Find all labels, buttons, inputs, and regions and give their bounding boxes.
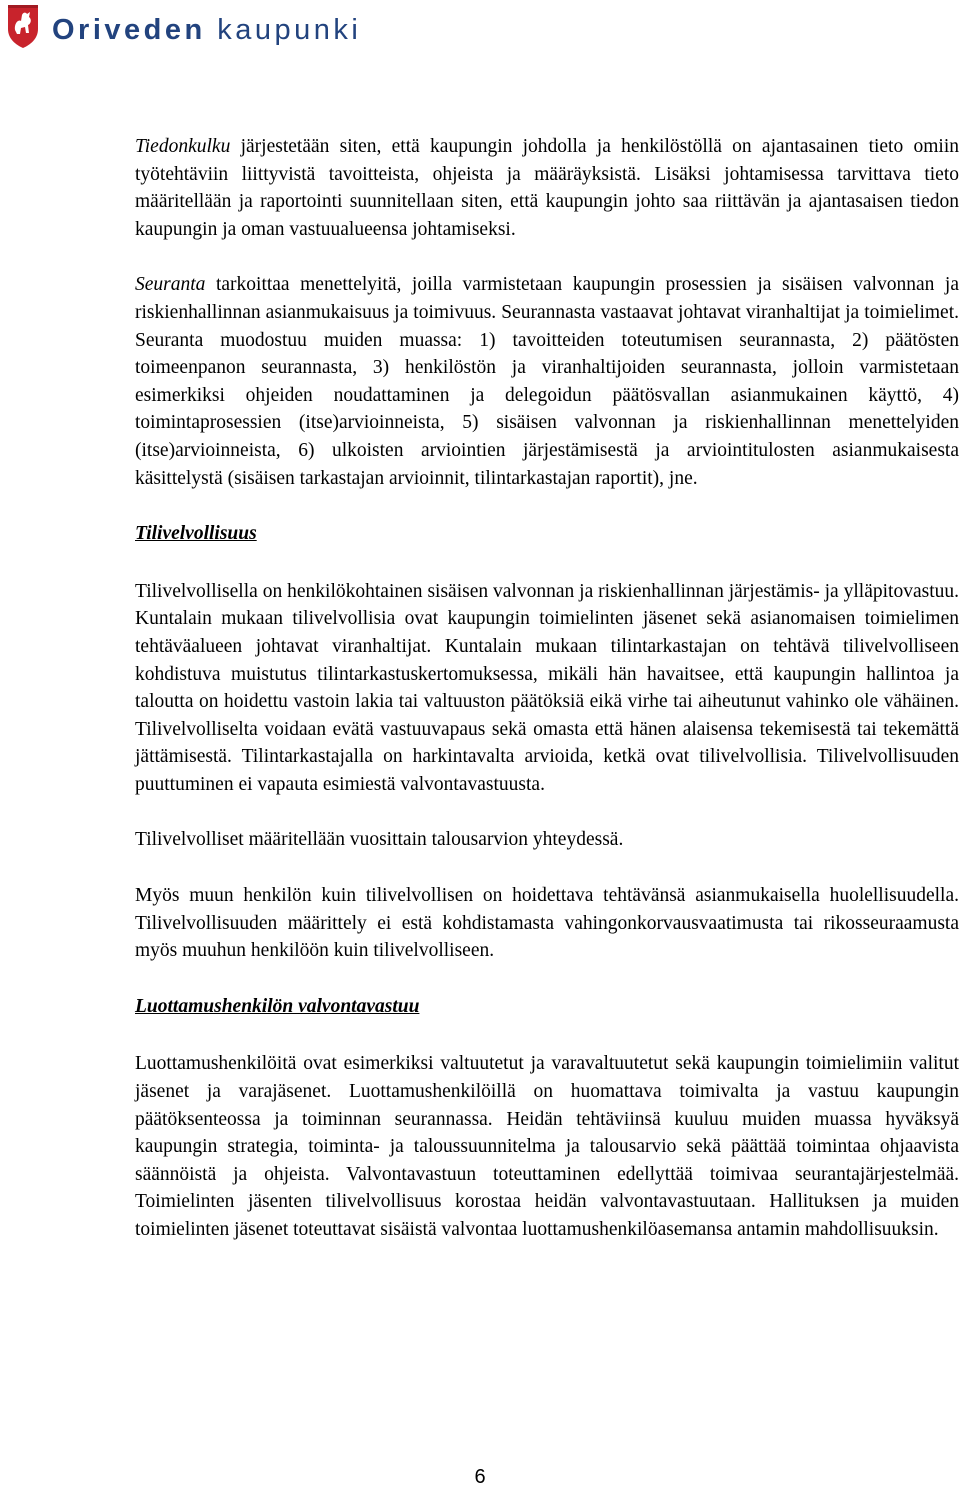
- paragraph-tiedonkulku: [135, 133, 959, 243]
- paragraph-luottamushenkilot: Luottamushenkilöitä ovat esimerkiksi valtuutetut ja varavaltuutetut sekä kaupungin toimielimiin valitut jäsenet ja varajäsenet. Luottamushenkilöillä on huomattava toimivalta ja vastuu kaupungin päätöksenteossa ja toiminnan seurannassa. Heidän tehtäviinsä kuuluu muiden muassa hyväksyä kaupungin strategia, toiminta- ja taloussuunnitelma ja talousarvio sekä päättää toimintaa ohjaavista säännöistä ja ohjeista. Valvontavastuun toteuttaminen edellyttää toimivaa seurantajärjestelmää. Toimielinten jäsenten tilivelvollisuus korostaa heidän valvontavastuutaan. Hallituksen ja muiden toimielinten jäsenet toteuttavat sisäistä valvontaa luottamushenkilöasemansa antamin mahdollisuuksin.: [135, 1053, 959, 1240]
- logo-sub: kaupunki: [217, 14, 362, 46]
- paragraph-text: järjestetään siten, että kaupungin johdolla ja henkilöstöllä on ajantasainen tieto omiin työtehtäviin liittyvistä tavoitteista, ohjeista ja määräyksistä. Lisäksi johtamisessa tarvittava tieto määritellään ja raportointi suunnitellaan siten, että kaupungin johto saa riittävän ja ajantasaisen tiedon kaupungin ja oman vastuualueensa johtamiseksi.: [135, 136, 959, 240]
- paragraph-tilivelvolliset-maaritellaan: Tilivelvolliset määritellään vuosittain talousarvion yhteydessä.: [135, 829, 624, 851]
- logo-wordmark: [52, 16, 361, 45]
- term-seuranta: Seuranta: [135, 274, 206, 296]
- paragraph-text: tarkoittaa menettelyitä, joilla varmistetaan kaupungin prosessien ja sisäisen valvonnan ja riskienhallinnan asianmukaisuus ja toimivuus. Seurannasta vastaavat johtavat viranhaltijat ja toimielimet. Seuranta muodostuu muiden muassa: 1) tavoitteiden toteutumisen seurannasta, 2) päätösten toimeenpanon seurannasta, 3) henkilöstön ja viranhaltijoiden seurannasta, jolloin varmistetaan esimerkiksi ohjeiden noudattaminen ja delegoidun päätösvallan asianmukainen käyttö, 4) toimintaprosessien (itse)arvioinneista, 5) sisäisen valvonnan ja riskienhallinnan menettelyiden (itse)arvioinneista, 6) ulkoisten arviointien järjestämisestä ja arviointitulosten asianmukaisesta käsittelystä (sisäisen tarkastajan arvioinnit, tilintarkastajan raportit), jne.: [135, 274, 959, 489]
- logo-brand: Oriveden: [52, 14, 206, 46]
- paragraph-seuranta: [135, 271, 959, 492]
- document-body: [135, 133, 959, 1272]
- page-number: 6: [474, 1466, 486, 1488]
- heading-luottamushenkilon-valvontavastuu: Luottamushenkilön valvontavastuu: [135, 995, 420, 1017]
- paragraph-muun-henkilon: Myös muun henkilön kuin tilivelvollisen on hoidettava tehtävänsä asianmukaisella huolellisuudella. Tilivelvollisuuden määrittely ei estä kohdistamasta vahingonkorvausvaatimusta tai rikosseuraamusta myös muuhun henkilöön kuin tilivelvolliseen.: [135, 885, 959, 962]
- heading-tilivelvollisuus: Tilivelvollisuus: [135, 523, 257, 545]
- paragraph-tilivelvollisuus: Tilivelvollisella on henkilökohtainen sisäisen valvonnan ja riskienhallinnan järjestämis- ja ylläpitovastuu. Kuntalain mukaan tilivelvollisia ovat kaupungin toimielinten jäsenet sekä asianomaisen toimielimen tehtäväalueen johtavat viranhaltijat. Kuntalain mukaan tilintarkastajan on tehtävä tilivelvolliseen kohdistuva muistutus tilintarkastuskertomuksessa, mikäli hän havaitsee, että kaupungin hallintoa ja taloutta on hoidettu vastoin lakia tai valtuuston päätöksiä eikä virhe tai aiheutunut vahinko ole vähäinen. Tilivelvolliselta voidaan evätä vastuuvapaus sekä omasta että hänen alaisensa tekemisestä tai tekemättä jättämisestä. Tilintarkastajalla on harkintavalta arvioida, ketkä ovat tilivelvollisia. Tilivelvollisuuden puuttuminen ei vapauta esimiestä valvontavastuusta.: [135, 580, 959, 795]
- page-header: [0, 0, 960, 60]
- term-tiedonkulku: Tiedonkulku: [135, 136, 231, 157]
- coat-of-arms-icon: [6, 3, 40, 49]
